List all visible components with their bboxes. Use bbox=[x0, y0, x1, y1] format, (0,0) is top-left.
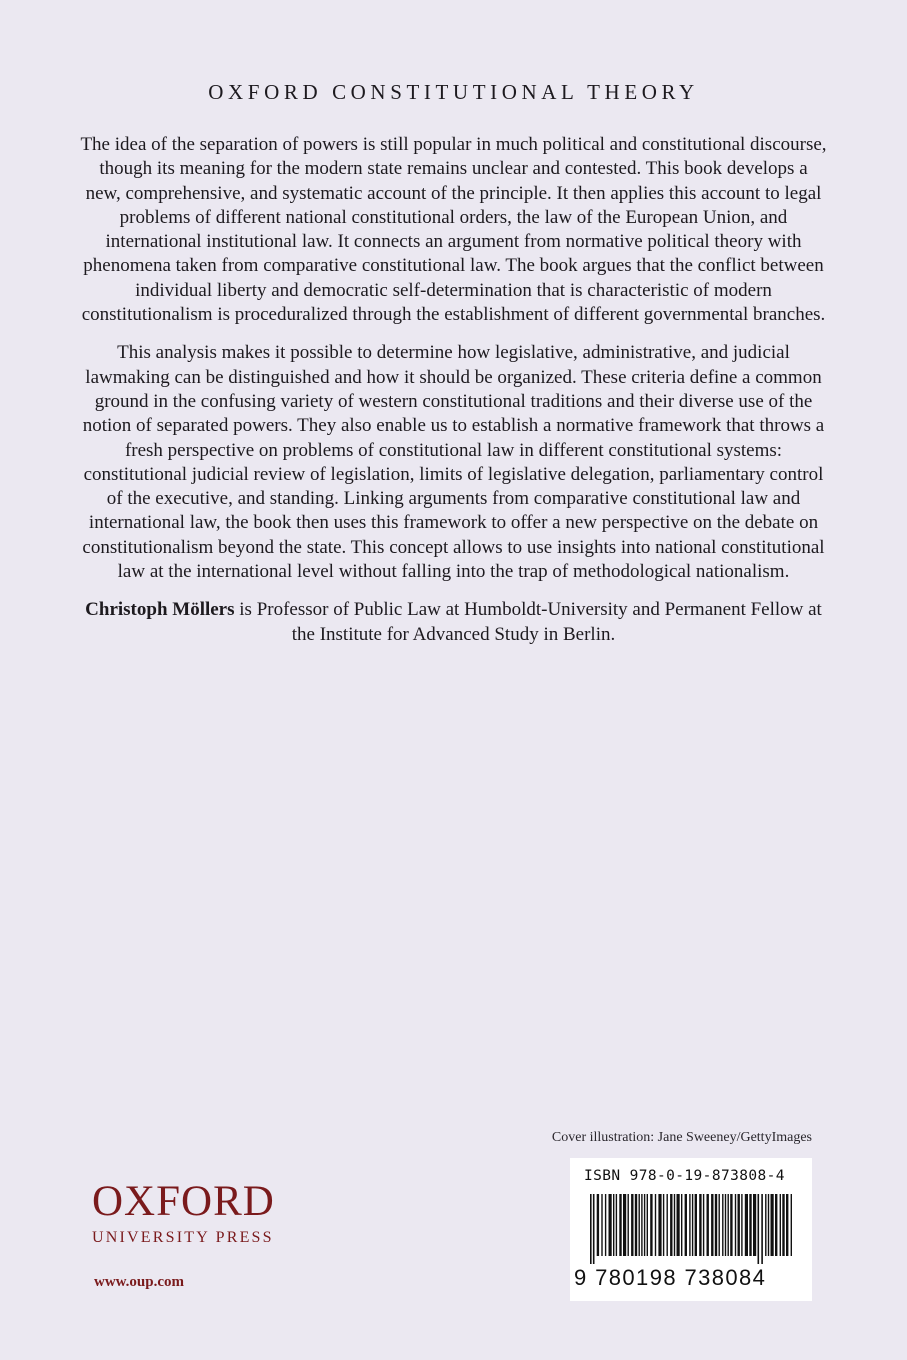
publisher-logo bbox=[92, 1180, 275, 1247]
barcode-bar bbox=[728, 1194, 729, 1256]
barcode-bar bbox=[647, 1194, 648, 1256]
barcode-bar bbox=[749, 1194, 751, 1256]
barcode-bar bbox=[771, 1194, 774, 1256]
isbn-label: ISBN 978-0-19-873808-4 bbox=[584, 1168, 785, 1184]
barcode-bar bbox=[786, 1194, 788, 1256]
barcode-bar bbox=[738, 1194, 740, 1256]
barcode-bar bbox=[641, 1194, 642, 1256]
publisher-name: OXFORD bbox=[92, 1178, 275, 1225]
barcode-bar bbox=[670, 1194, 672, 1256]
barcode-bar bbox=[685, 1194, 687, 1256]
barcode-digits: 9 780198 738084 bbox=[574, 1265, 767, 1290]
publisher-subtitle: UNIVERSITY PRESS bbox=[92, 1229, 274, 1246]
barcode-bar bbox=[619, 1194, 621, 1256]
barcode-bar bbox=[650, 1194, 652, 1256]
series-title: OXFORD CONSTITUTIONAL THEORY bbox=[208, 80, 699, 104]
barcode-bar bbox=[590, 1194, 592, 1264]
barcode-bars bbox=[584, 1194, 798, 1264]
barcode-bar bbox=[715, 1194, 717, 1256]
isbn-barcode bbox=[570, 1158, 812, 1301]
barcode-bar bbox=[601, 1194, 602, 1256]
author-bio bbox=[80, 598, 827, 647]
barcode-bar bbox=[674, 1194, 675, 1256]
barcode-bar bbox=[791, 1194, 792, 1256]
blurb-paragraph-2: This analysis makes it possible to determine how legislative, administrative, and judicial lawmaking can be distinguished and how it should be organized. These criteria define a common ground in the confusing variety of western constitutional traditions and their diverse use of the notion of separated powers. They also enable us to establish a normative framework that throws a fresh perspective on problems of constitutional law in different constitutional systems: constitutional judicial review of legislation, limits of legislative delegation, parliamentary control of the executive, and standing. Linking arguments from comparative constitutional law and international law, the book then uses this framework to offer a new perspective on the debate on constitutionalism beyond the state. This concept allows to use insights into national constitutional law at the international level without falling into the trap of methodological nationalism. bbox=[82, 342, 825, 583]
barcode-bar bbox=[753, 1194, 756, 1256]
barcode-bar bbox=[597, 1194, 599, 1256]
blurb-paragraph-1: The idea of the separation of powers is still popular in much political and constitutional discourse, though its meaning for the modern state remains unclear and contested. This book develops a new, comprehensive, and systematic account of the principle. It then applies this account to legal problems of different national constitutional orders, the law of the European Union, and international institutional law. It connects an argument from normative political theory with phenomena taken from comparative constitutional law. The book argues that the conflict between individual liberty and democratic self-determination that is characteristic of modern constitutionalism is proceduralized through the establishment of different governmental branches. bbox=[80, 134, 827, 326]
barcode-bar bbox=[692, 1194, 693, 1256]
author-name: Christoph Möllers bbox=[85, 599, 235, 621]
barcode-bar bbox=[695, 1194, 697, 1256]
barcode-bar bbox=[782, 1194, 784, 1256]
cover-credit: Cover illustration: Jane Sweeney/GettyImages bbox=[551, 1130, 812, 1145]
barcode-bar bbox=[644, 1194, 645, 1256]
barcode-bar bbox=[623, 1194, 626, 1256]
barcode-bar bbox=[745, 1194, 748, 1256]
barcode-bar bbox=[761, 1194, 763, 1264]
barcode-bar bbox=[725, 1194, 726, 1256]
barcode-bar bbox=[741, 1194, 742, 1256]
barcode-bar bbox=[775, 1194, 777, 1256]
barcode-bar bbox=[730, 1194, 732, 1256]
barcode-bar bbox=[593, 1194, 595, 1264]
barcode-bar bbox=[703, 1194, 704, 1256]
barcode-bar bbox=[655, 1194, 656, 1256]
barcode-bar bbox=[768, 1194, 769, 1256]
barcode-bar bbox=[758, 1194, 760, 1264]
barcode-bar bbox=[605, 1194, 606, 1256]
barcode-bar bbox=[631, 1194, 633, 1256]
barcode-bar bbox=[677, 1194, 680, 1256]
barcode-bar bbox=[628, 1194, 629, 1256]
barcode-bar bbox=[613, 1194, 614, 1256]
barcode-bar bbox=[639, 1194, 640, 1256]
barcode-bar bbox=[681, 1194, 682, 1256]
barcode-bar bbox=[635, 1194, 637, 1256]
barcode-bar bbox=[609, 1194, 612, 1256]
barcode-bar bbox=[722, 1194, 723, 1256]
author-bio-text: is Professor of Public Law at Humboldt-University and Permanent Fellow at the Institute for Advanced Study in Berlin. bbox=[234, 599, 822, 645]
barcode-bar bbox=[658, 1194, 661, 1256]
barcode-bar bbox=[663, 1194, 664, 1256]
barcode-bar bbox=[719, 1194, 720, 1256]
barcode-bar bbox=[765, 1194, 766, 1256]
barcode-bar bbox=[667, 1194, 668, 1256]
barcode-bar bbox=[689, 1194, 690, 1256]
barcode-bar bbox=[699, 1194, 701, 1256]
barcode-bar bbox=[616, 1194, 617, 1256]
barcode-bar bbox=[735, 1194, 736, 1256]
barcode-bar bbox=[711, 1194, 713, 1256]
publisher-url: www.oup.com bbox=[94, 1274, 185, 1290]
blurb bbox=[80, 133, 827, 661]
barcode-bar bbox=[707, 1194, 709, 1256]
barcode-bar bbox=[780, 1194, 781, 1256]
